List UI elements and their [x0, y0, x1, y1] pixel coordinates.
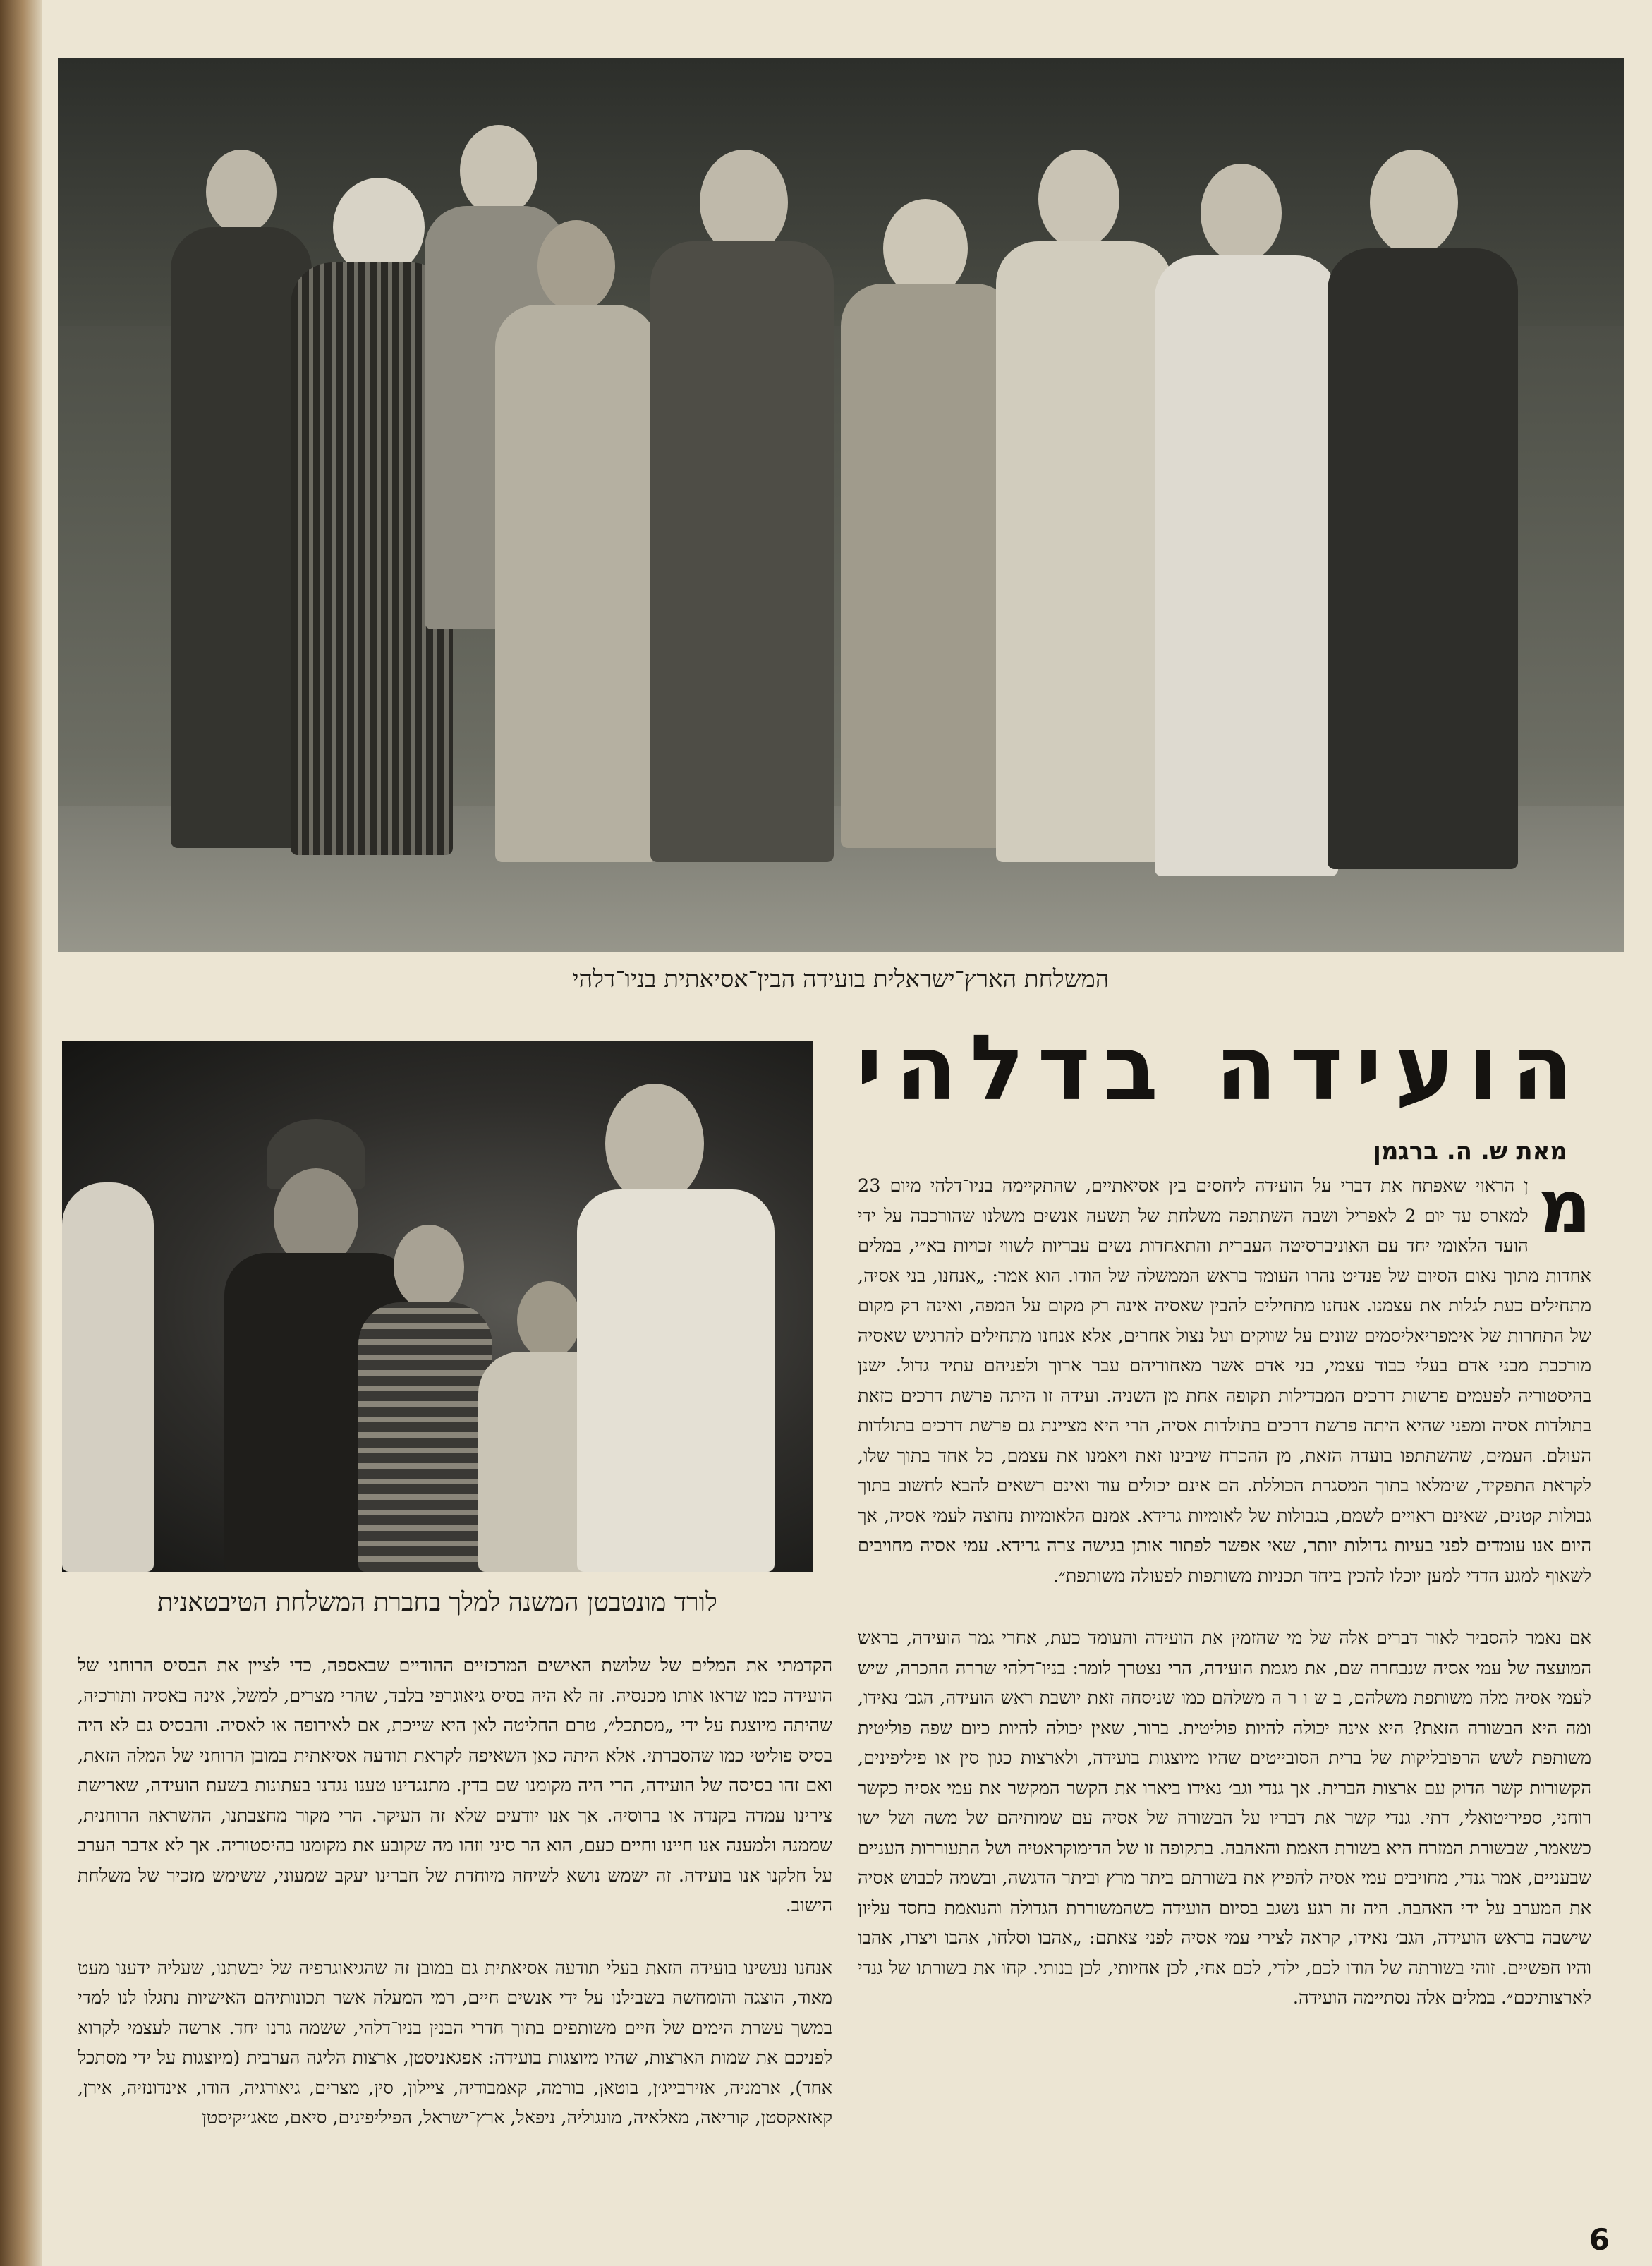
article-byline: מאת ש. ה. ברגמן [1373, 1137, 1567, 1165]
delegation-group-photo [58, 58, 1624, 952]
article-column-left [78, 1651, 832, 2133]
mountbatten-tibetan-photo [62, 1041, 813, 1572]
drop-cap: מ [1538, 1164, 1591, 1250]
photo-bottom-caption: לורד מונטבטן המשנה למלך בחברת המשלחת הטיבטאנית [157, 1588, 717, 1617]
book-spine [0, 0, 42, 2266]
delegation-figures [128, 58, 1567, 952]
magazine-page [20, 0, 1652, 2266]
article-column-right [858, 1164, 1591, 2013]
article-paragraph: אם נאמר להסביר לאור דברים אלה של מי שהזמין את הועידה והעומד כעת, אחרי גמר הועידה, בראש המועצה של עמי אסיה שנבחרה שם, את מגמת הועידה, הרי נצטרך לומר: בניו־דלהי שררה ההכרה, שיש לעמי אסיה מלה משותפת משלהם, ב ש ו ר ה משלהם כמו שניסחה זאת יושבת ראש הועידה, הגב׳ נאידו, ומה היא הבשורה הזאת? היא אינה יכולה להיות פוליטית. ברור, שאין יכולה להיות כיום שפה פוליטית משותפת לשש הרפובליקות של ברית הסובייטים שהיו מיוצגות בועידה, ולארצות כגון סין או פיליפינים, הקשורות קשר הדוק עם ארצות הברית. אך גנדי וגב׳ נאידו ביארו את הקשר המקשר את עמי אסיה כקשר רוחני, ספיריטואלי, דתי. גנדי קשר את דבריו על הבשורה של אסיה עם שמותיהם של משה ושל ישו כשאמר, שבשורת המזרח היא בשורת האמת והאהבה. בתקופה זו של הדימוקראטיה ושל התעוררות העניים שבעניים, אמר גנדי, מחויבים עמי אסיה להפיץ את בשורתם ביתר מרץ וביתר הדגשה, ובשמה לכבוש אסיה את המערב על ידי האהבה. היה זה רגע נשגב בסיום הועידה כשהמשוררת הגדולה והנואמת בחסד עליון שישבה בראש הועידה, הגב׳ נאידו, קראה לצירי עמי אסיה לפני צאתם: „אהבו וסלחו, אהבו ויצרו, אהבו והיו חפשיים. זוהי בשורתה של הודו לכם, ילדי, לכם אחי, לכן אחיותי, לכן בנותי. קחו את בשורתו של גנדי לארצותיכם״. במלים אלה נסתיימה הועידה. [858, 1628, 1591, 2009]
article-paragraph: מ ן הראוי שאפתח את דברי על הועידה ליחסים בין אסיאתיים, שהתקיימה בניו־דלהי מיום 23 למארס עד יום 2 לאפריל ושבה השתתפה משלחת של תשעה אנשים משלנו שהורכבה על ידי הועד הלאומי יחד עם האוניברסיטה העברית והתאחדות נשים עבריות לשווי זכויות בא״י, במלים אחדות מתוך נאום הסיום של פנדיט נהרו העומד בראש הממשלה של הודו. הוא אמר: „אנחנו, בני אסיה, מתחילים כעת לגלות את עצמנו. אנחנו מתחילים להבין שאסיה אינה רק מקום על המפה, ואינה רק מקום של התחרות של אימפריאליסמים שונים על שווקים ועל נצול אחרים, אלא אנחנו מתחילים להרגיש שאסיה מורכבת מבני אדם בעלי כבוד עצמי, בני אדם אשר מאחוריהם עבר ארוך ולפניהם עתיד גדול. ישנן בהיסטוריה לפעמים פרשות דרכים המבדילות תקופה אחת מן השניה. ועידה זו היתה פרשת דרכים כזאת בתולדות אסיה ומפני שהיא היתה פרשת דרכים בתולדות אסיה, הרי היא מציינת גם פרשת דרכים בתולדות העולם. העמים, שהשתתפו בועדה הזאת, מן ההכרח שיבינו זאת ויאמנו את עצמם, כל אחד בתוך שלו, לקראת התפקיד, שימלאו בתוך המסגרת הכוללת. הם אינם יכולים עוד ואינם רשאים להבא לחשוב בתוך גבולות קטנים, שאינם ראויים לשמם, בגבולות של לאומיות גרידא. אמנם הלאומיות נחוצה לעמי אסיה, אך היום אנו עומדים לפני בעיות גדולות יותר, שאי אפשר לפתור אותן בגישה צרה גרידא. עמי אסיה מחויבים לשאוף למגע הדדי למען יוכלו להכין ביחד תכניות משותפות לפעולה משותפת״. [858, 1164, 1591, 1587]
reception-figures [62, 1041, 813, 1572]
article-headline: הועידה בדלהי [856, 1016, 1586, 1121]
article-paragraph: הקדמתי את המלים של שלושת האישים המרכזיים ההודיים שבאספה, כדי לציין את הבסיס הרוחני של הועידה כמו שראו אותו מכנסיה. זה לא היה בסיס גיאוגרפי בלבד, שהרי מצרים, למשל, אינה באסיה ותורכיה, שהיתה מיוצגת על ידי „מסתכל״, טרם החליטה לאן היא שייכת, אם לאירופה או לאסיה. והבסיס גם לא היה בסיס פוליטי כמו שהסברתי. אלא היתה כאן השאיפה לקראת תודעה אסיאתית במובן הרוחני של המלה הזאת, ואם זהו בסיסה של הועידה, הרי היה מקומנו שם בדין. מתנגדינו טענו נגדנו בעתונות בשעת הועידה, שארישת צירינו עמדה בקנדה או ברוסיה. אך אנו יודעים שלא זה העיקר. הרי מקור מחצבתנו, ההשראה הרוחנית, שממנה ולמענה אנו חיינו וחיים כעם, הוא הר סיני וזהו מה שקובע את מקומנו בהיסטוריה. אך לא אדבר הערב על חלקנו אנו בועידה. זה ישמש נושא לשיחה מיוחדת של חברינו יעקב שמעוני, ששימש מזכיר של משלחת הישוב. [78, 1655, 832, 1916]
page-number: 6 [1589, 2222, 1610, 2257]
photo-top-caption: המשלחת הארץ־ישראלית בועידה הבין־אסיאתית בניו־דלהי [572, 965, 1110, 993]
article-paragraph: אנחנו נעשינו בועידה הזאת בעלי תודעה אסיאתית גם במובן זה שהגיאוגרפיה של יבשתנו, שעליה ידענו מעט מאוד, הוצגה והומחשה בשבילנו על ידי אנשים חיים, רמי המעלה אשר תכונותיהם האישיות נתגלו לנו למדי במשך עשרת הימים של חיים משותפים בתוך חדרי הבנין בניו־דלהי, ששמה גרנו יחד. ארשה לעצמי לקרוא לפניכם את שמות הארצות, שהיו מיוצגות בועידה: אפגאניסטן, ארצות הליגה הערבית (מיוצגות על ידי מסתכל אחד), ארמניה, אזירבייג׳ן, בוטאן, בורמה, קאמבודיה, ציילון, סין, מצרים, גיאורגיה, הודו, אינדונזיה, אירן, קאזאקסטן, קוריאה, מאלאיה, מונגוליה, ניפאל, ארץ־ישראל, הפיליפינים, סיאם, טאג׳יקיסטן [78, 1957, 832, 2128]
